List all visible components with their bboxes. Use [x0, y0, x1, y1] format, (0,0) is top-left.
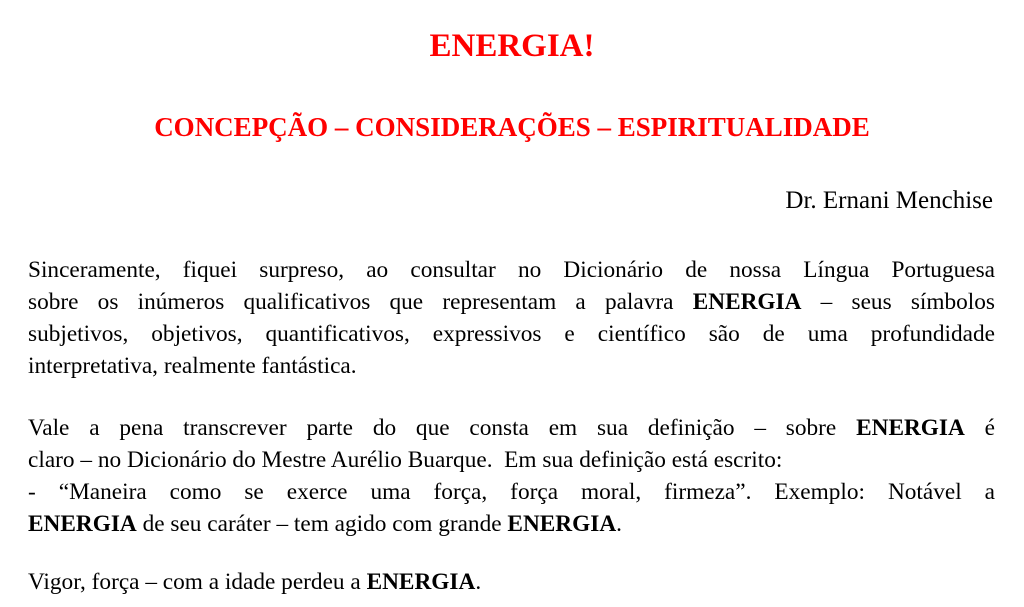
- paragraph-1-line-3: subjetivos, objetivos, quantificativos, expressivos e científico são de uma profundidade: [28, 321, 995, 347]
- document-author: Dr. Ernani Menchise: [785, 187, 993, 214]
- paragraph-1: [28, 254, 995, 382]
- energia-emphasis: ENERGIA: [28, 511, 137, 537]
- energia-emphasis: ENERGIA: [856, 415, 965, 441]
- paragraph-2-line-3: - “Maneira como se exerce uma força, força moral, firmeza”. Exemplo: Notável a: [28, 479, 995, 505]
- document-title: ENERGIA!: [429, 28, 595, 64]
- paragraph-1-line-4: interpretativa, realmente fantástica.: [28, 353, 357, 379]
- paragraph-3-line-1: Vigor, força – com a idade perdeu a ENERGIA.: [28, 569, 482, 595]
- energia-emphasis: ENERGIA: [692, 289, 802, 315]
- document-subtitle: CONCEPÇÃO – CONSIDERAÇÕES – ESPIRITUALIDADE: [154, 112, 870, 142]
- energia-emphasis: ENERGIA: [507, 511, 617, 537]
- paragraph-2-line-2: claro – no Dicionário do Mestre Aurélio Buarque. Em sua definição está escrito:: [28, 447, 783, 473]
- paragraph-1-line-2: sobre os inúmeros qualificativos que representam a palavra ENERGIA – seus símbolos: [28, 289, 995, 315]
- paragraph-2-line-1: Vale a pena transcrever parte do que consta em sua definição – sobre ENERGIA é: [28, 415, 995, 441]
- energia-emphasis: ENERGIA: [366, 569, 476, 595]
- paragraph-2-line-4: ENERGIA de seu caráter – tem agido com grande ENERGIA.: [28, 511, 622, 537]
- paragraph-1-line-1: Sinceramente, fiquei surpreso, ao consultar no Dicionário de nossa Língua Portuguesa: [28, 257, 995, 283]
- paragraph-3: [28, 566, 995, 598]
- paragraph-2: [28, 412, 995, 540]
